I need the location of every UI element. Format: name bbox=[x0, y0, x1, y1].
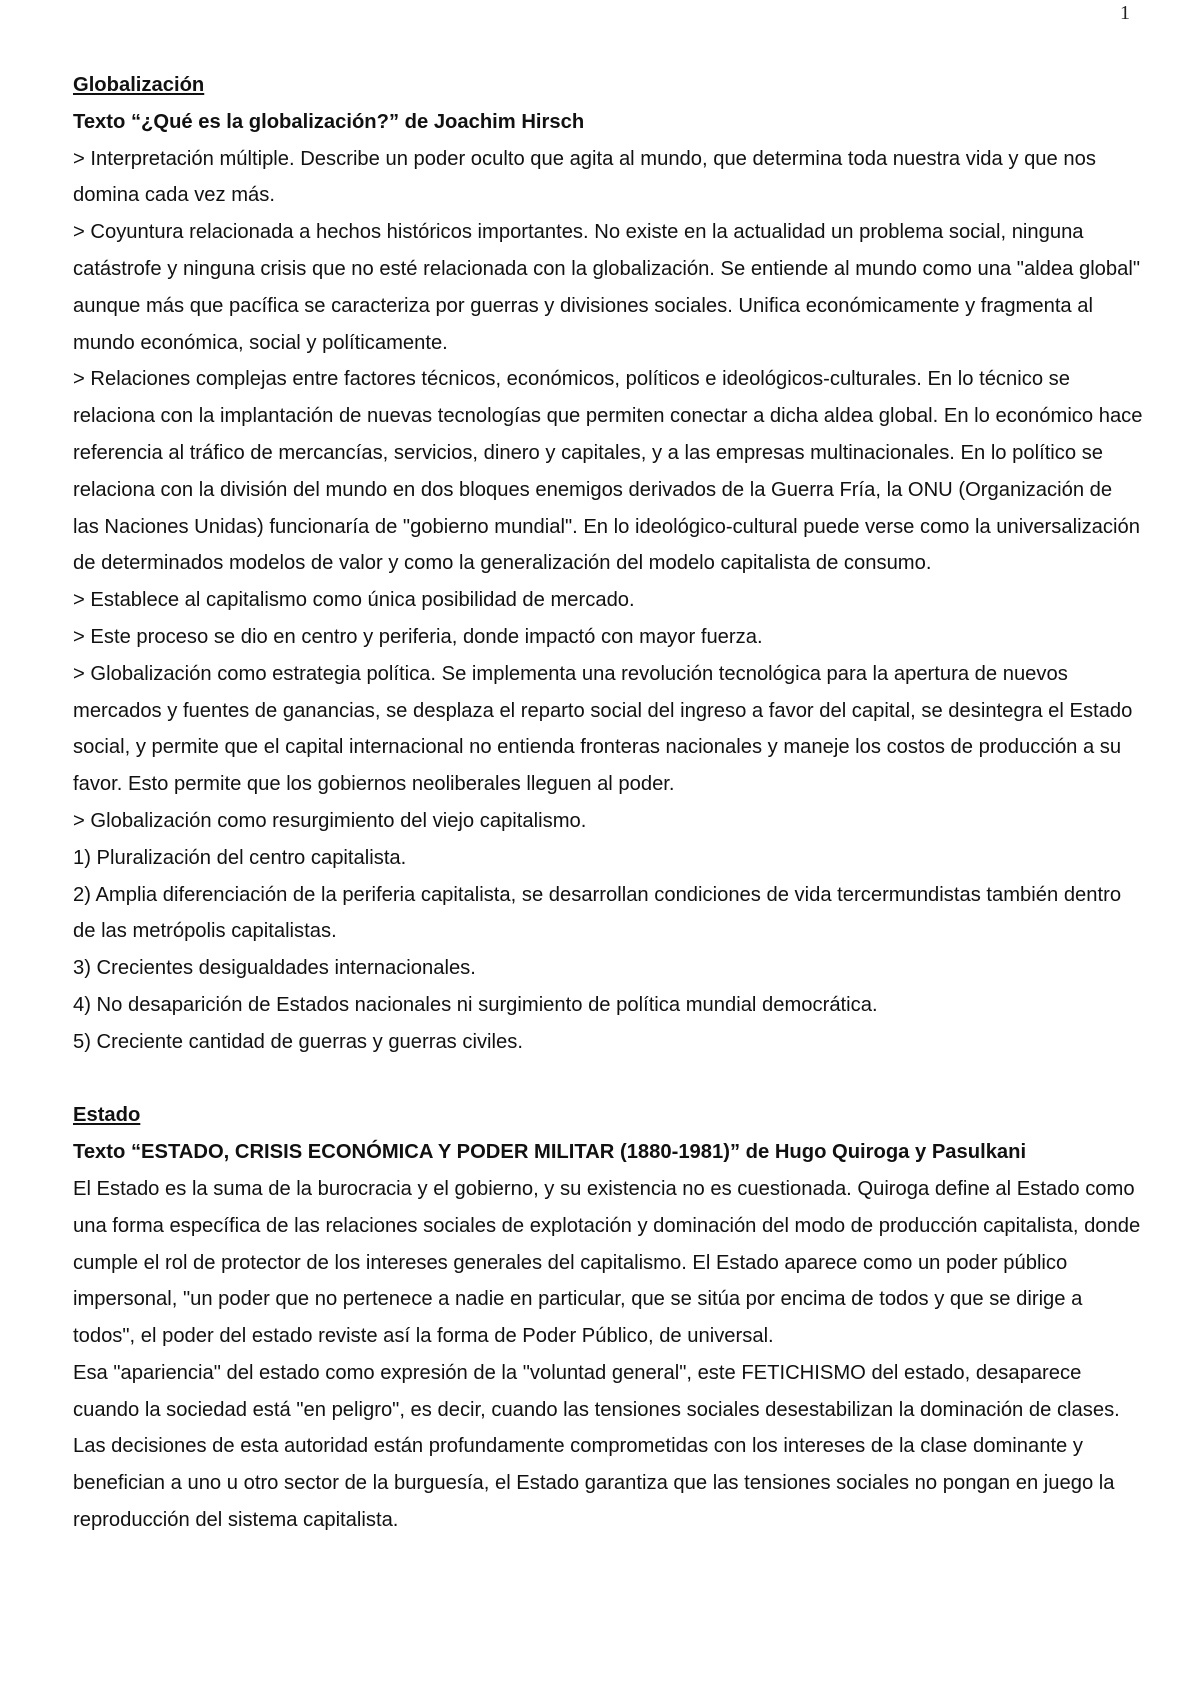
paragraph: > Interpretación múltiple. Describe un poder oculto que agita al mundo, que determina toda nuestra vida y que nos domina cada vez más. bbox=[73, 147, 1096, 207]
paragraph: > Establece al capitalismo como única posibilidad de mercado. bbox=[73, 589, 635, 612]
paragraph: El Estado es la suma de la burocracia y el gobierno, y su existencia no es cuestionada. Quiroga define al Estado como una forma específica de las relaciones sociales de explotación y dominación del modo de producción capitalista, donde cumple el rol de protector de los intereses generales del capitalismo. El Estado aparece como un poder público impersonal, "un poder que no pertenece a nadie en particular, que se sitúa por encima de todos y que se dirige a todos", el poder del estado reviste así la forma de Poder Público, de universal. bbox=[73, 1177, 1141, 1348]
section-subtitle-estado: Texto “ESTADO, CRISIS ECONÓMICA Y PODER MILITAR (1880-1981)” de Hugo Quiroga y Pasulkani bbox=[73, 1141, 1027, 1164]
list-item: 3) Crecientes desigualdades internacionales. bbox=[73, 957, 476, 980]
paragraph: > Relaciones complejas entre factores técnicos, económicos, políticos e ideológicos-culturales. En lo técnico se relaciona con la implantación de nuevas tecnologías que permiten conectar a dicha aldea global. En lo económico hace referencia al tráfico de mercancías, servicios, dinero y capitales, y a las empresas multinacionales. En lo político se relaciona con la división del mundo en dos bloques enemigos derivados de la Guerra Fría, la ONU (Organización de las Naciones Unidas) funcionaría de "gobierno mundial". En lo ideológico-cultural puede verse como la universalización de determinados modelos de valor y como la generalización del modelo capitalista de consumo. bbox=[73, 368, 1143, 575]
page-number: 1 bbox=[1120, 2, 1130, 24]
section-subtitle-globalizacion: Texto “¿Qué es la globalización?” de Joachim Hirsch bbox=[73, 110, 585, 133]
list-item: 5) Creciente cantidad de guerras y guerras civiles. bbox=[73, 1030, 523, 1053]
paragraph: > Este proceso se dio en centro y periferia, donde impactó con mayor fuerza. bbox=[73, 625, 763, 648]
list-item: 4) No desaparición de Estados nacionales ni surgimiento de política mundial democrática. bbox=[73, 993, 878, 1016]
section-heading-estado: Estado bbox=[73, 1104, 141, 1127]
document-body bbox=[73, 67, 1143, 1539]
section-spacer bbox=[73, 1061, 1143, 1098]
section-heading-globalizacion: Globalización bbox=[73, 74, 205, 96]
list-item: 1) Pluralización del centro capitalista. bbox=[73, 846, 407, 869]
paragraph: > Coyuntura relacionada a hechos históricos importantes. No existe en la actualidad un problema social, ninguna catástrofe y ninguna crisis que no esté relacionada con la globalización. Se entiende al mundo como una "aldea global" aunque más que pacífica se caracteriza por guerras y divisiones sociales. Unifica económicamente y fragmenta al mundo económica, social y políticamente. bbox=[73, 221, 1141, 354]
list-item: 2) Amplia diferenciación de la periferia capitalista, se desarrollan condiciones de vida tercermundistas también dentro de las metrópolis capitalistas. bbox=[73, 883, 1122, 943]
paragraph: > Globalización como resurgimiento del viejo capitalismo. bbox=[73, 809, 587, 832]
paragraph: Esa "apariencia" del estado como expresión de la "voluntad general", este FETICHISMO del estado, desaparece cuando la sociedad está "en peligro", es decir, cuando las tensiones sociales desestabilizan la dominación de clases. Las decisiones de esta autoridad están profundamente comprometidas con los intereses de la clase dominante y benefician a uno u otro sector de la burguesía, el Estado garantiza que las tensiones sociales no pongan en juego la reproducción del sistema capitalista. bbox=[73, 1361, 1120, 1532]
paragraph: > Globalización como estrategia política. Se implementa una revolución tecnológica para la apertura de nuevos mercados y fuentes de ganancias, se desplaza el reparto social del ingreso a favor del capital, se desintegra el Estado social, y permite que el capital internacional no entienda fronteras nacionales y maneje los costos de producción a su favor. Esto permite que los gobiernos neoliberales lleguen al poder. bbox=[73, 662, 1133, 796]
